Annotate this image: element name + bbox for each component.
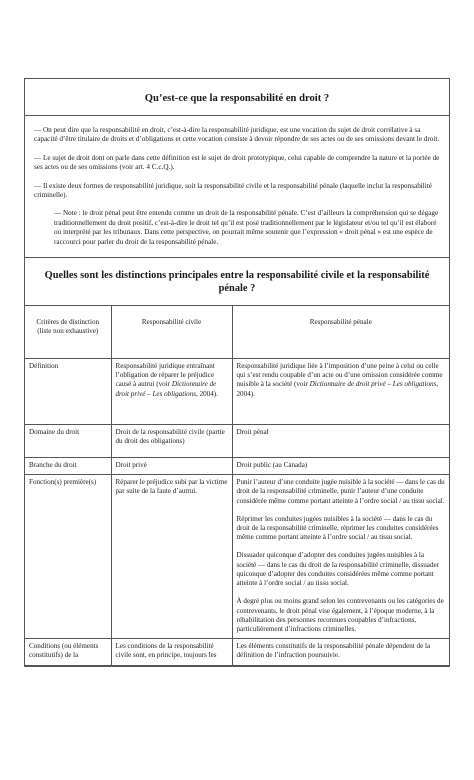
header-criteria: Critères de distinction (liste non exhaustive) bbox=[25, 306, 111, 359]
header-civil: Responsabilité civile bbox=[111, 306, 232, 359]
cell-penal bbox=[232, 475, 449, 639]
cell-penal bbox=[232, 359, 449, 425]
paragraph-sujet-de-droit: — Le sujet de droit dont on parle dans cette définition est le sujet de droit prototypique, celui capable de comprendre la nature et la portée de ses actes ou de ses omissions (voir art. 4 C.c.Q.). bbox=[34, 153, 440, 172]
cell-citation: Dictionnaire de droit privé – Les obligations bbox=[115, 380, 217, 398]
fonction-dissuader: Dissuader quiconque d’adopter des conduites jugées nuisibles à la société — dans le cas du droit de la responsabilité criminelle, dissuader quiconque d’adopter des conduites considérées même comme portant atteinte à l’ordre social / au tissu social. bbox=[236, 551, 440, 588]
section2-title: Quelles sont les distinctions principales entre la responsabilité civile et la responsabilité pénale ? bbox=[25, 257, 449, 305]
cell-civil: Droit de la responsabilité civile (partie du droit des obligations) bbox=[111, 425, 232, 458]
table-row bbox=[25, 458, 449, 475]
section1-body bbox=[25, 115, 449, 257]
document-page bbox=[24, 78, 450, 780]
row-label: Conditions (ou éléments constitutifs) de la bbox=[25, 639, 111, 665]
row-label: Domaine du droit bbox=[25, 425, 111, 458]
header-penal: Responsabilité pénale bbox=[232, 306, 449, 359]
paragraph-deux-formes: — Il existe deux formes de responsabilité juridique, soit la responsabilité civile et la responsabilité pénale (laquelle inclut la responsabilité criminelle). bbox=[34, 181, 432, 200]
cell-penal: Droit pénal bbox=[232, 425, 449, 458]
content-frame bbox=[24, 78, 450, 667]
table-row bbox=[25, 639, 449, 665]
row-label: Définition bbox=[25, 359, 111, 425]
table-row bbox=[25, 475, 449, 639]
cell-penal: Droit public (au Canada) bbox=[232, 458, 449, 475]
paragraph-definition: — On peut dire que la responsabilité en droit, c’est-à-dire la responsabilité juridique, est une vocation du sujet de droit corrélative à sa capacité d’être titulaire de droits et d’obligations et cette vocation consiste à devoir répondre de ses actes ou de ses omissions devant le droit. bbox=[34, 126, 440, 144]
cell-text: , 2004). bbox=[196, 389, 218, 398]
cell-civil: Droit privé bbox=[111, 458, 232, 475]
cell-civil: Les conditions de la responsabilité civile sont, en principe, toujours les bbox=[111, 639, 232, 665]
cell-civil bbox=[111, 359, 232, 425]
fonction-rehabiliter: À degré plus ou moins grand selon les contrevenants ou les catégories de contrevenants, le droit pénal vise également, à l’époque moderne, à la réhabilitation des personnes reconnues coupables d’infractions, particulièrement d’infractions criminelles. bbox=[236, 597, 444, 633]
table-row bbox=[25, 359, 449, 425]
cell-citation: Dictionnaire de droit privé – Les obligations bbox=[309, 380, 437, 389]
cell-penal: Les éléments constitutifs de la responsabilité pénale dépendent de la définition de l’infraction poursuivie. bbox=[232, 639, 449, 665]
row-label: Fonction(s) première(s) bbox=[25, 475, 111, 639]
table-header-row bbox=[25, 306, 449, 359]
fonction-punir: Punir l’auteur d’une conduite jugée nuisible à la société — dans le cas du droit de la responsabilité criminelle, punir l’auteur d’une conduite considérée même comme portant atteinte à l’ordre social / au tissu social. bbox=[236, 478, 445, 505]
cell-text: Responsabilité juridique liée à l’imposition d’une peine à celui ou celle qui s’est rendu coupable d’un acte ou d’une omission considérée comme nuisible à la société (voir bbox=[236, 362, 443, 389]
cell-civil: Réparer le préjudice subi par la victime par suite de la faute d’autrui. bbox=[111, 475, 232, 639]
section1-title: Qu’est-ce que la responsabilité en droit ? bbox=[144, 93, 330, 104]
cell-text: , 2004). bbox=[236, 380, 439, 398]
paragraph-note: — Note : le droit pénal peut être entendu comme un droit de la responsabilité pénale. C’est d’ailleurs la compréhension qui se dégage traditionnellement du droit positif, c’est-à-dire le droit tel qu’il est posé traditionnellement par le législateur et/ou tel qu’il est élaboré ou interprété par les tribunaux. Dans cette perspective, on pourrait même soutenir que l’expression « droit pénal » est une espèce de raccourci pour parler du droit de la responsabilité pénale. bbox=[54, 209, 439, 246]
row-label: Branche du droit bbox=[25, 458, 111, 475]
cell-text: Responsabilité juridique entraînant l’obligation de réparer le préjudice causé à autrui (voir bbox=[115, 362, 215, 389]
comparison-table bbox=[25, 305, 449, 665]
table-row bbox=[25, 425, 449, 458]
fonction-reprimer: Réprimer les conduites jugées nuisibles à la société — dans le cas du droit de la responsabilité criminelle, réprimer les conduites considérées même comme portant atteinte à l’ordre social / au tissu social. bbox=[236, 514, 439, 542]
